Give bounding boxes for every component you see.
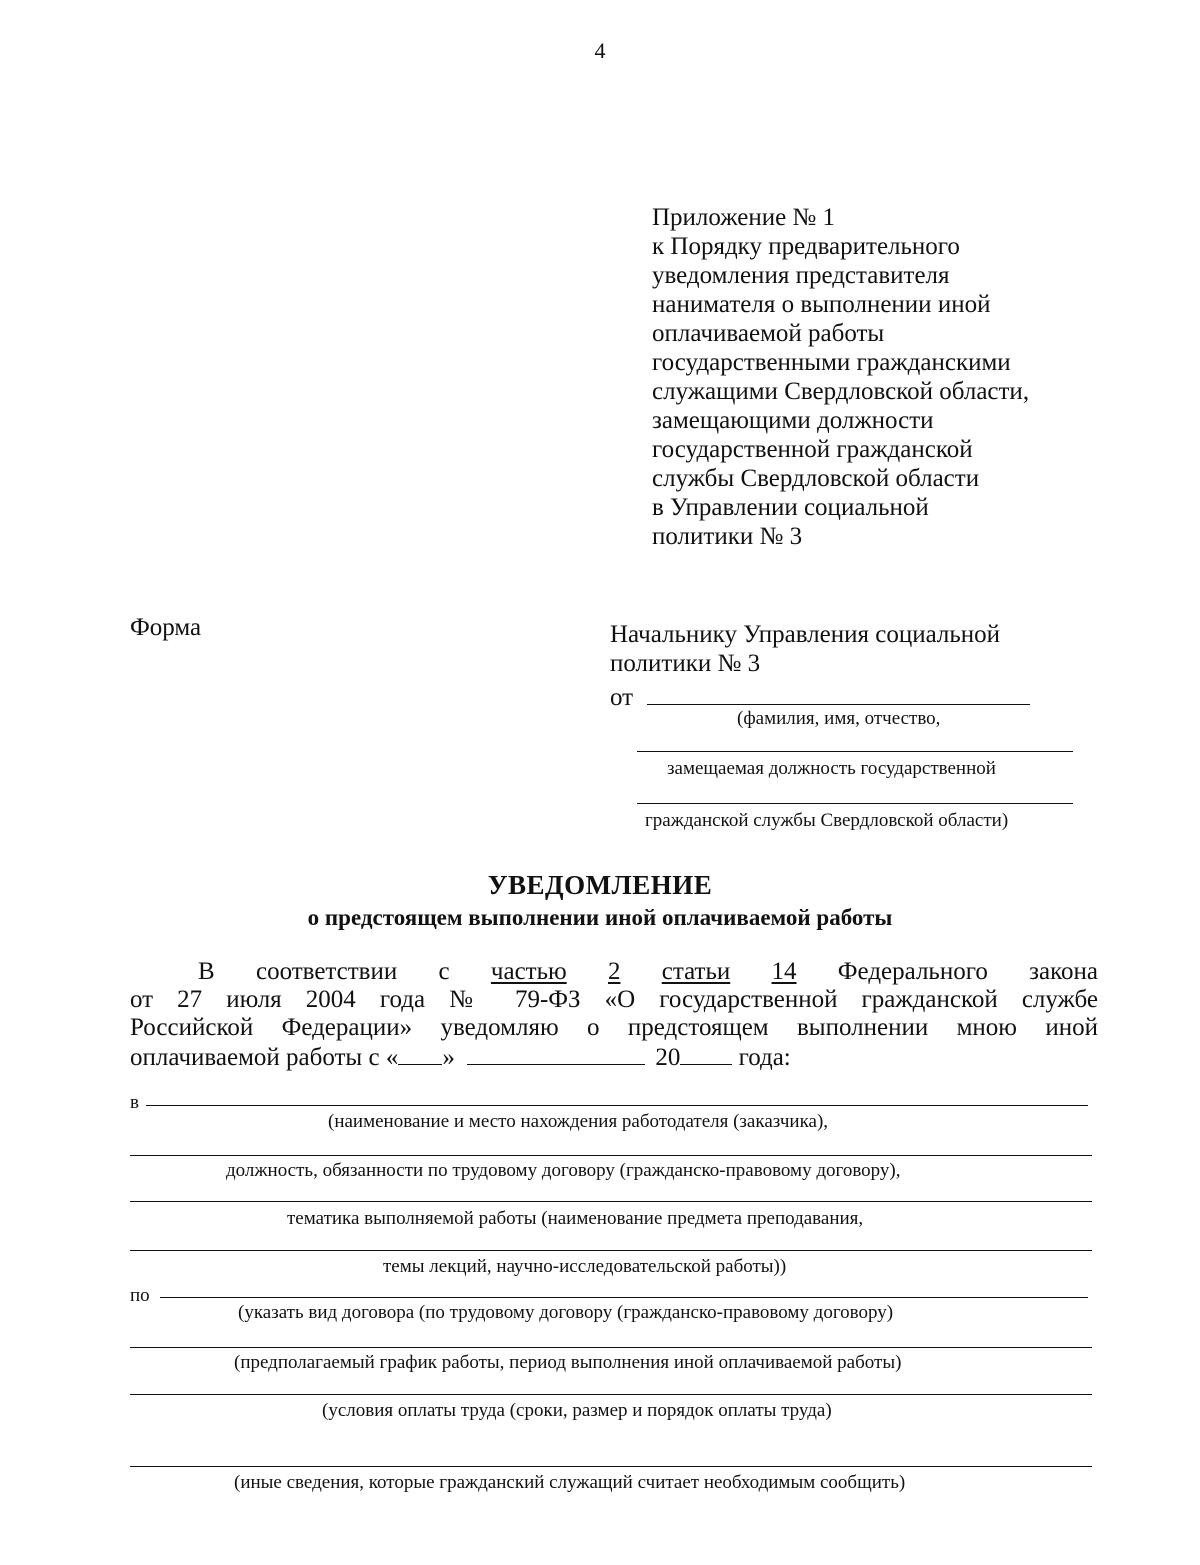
appendix-reference [652,203,1112,551]
body-word: закона [1029,958,1098,985]
appendix-line: Приложение № 1 [652,204,836,231]
body-text: оплачиваемой работы с « [130,1044,399,1071]
field-caption: (условия оплаты труда (сроки, размер и порядок оплаты труда) [322,1400,832,1421]
field-caption: должность, обязанности по трудовому договору (гражданско-правовому договору), [226,1160,901,1181]
contract-type-field[interactable] [160,1297,1088,1298]
appendix-line: государственной гражданской [652,436,973,463]
body-text: года: [738,1044,791,1071]
field-caption: (указать вид договора (по трудовому договору (гражданско-правовому договору) [238,1302,894,1323]
body-word: Федерального [837,958,988,985]
appendix-line: к Порядку предварительного [652,233,960,260]
work-schedule-field[interactable] [130,1347,1092,1348]
law-reference-link[interactable]: статьи [661,958,731,985]
field-caption: (наименование и место нахождения работодателя (заказчика), [328,1111,829,1132]
document-subtitle: о предстоящем выполнении иной оплачиваемой работы [307,905,893,930]
appendix-line: в Управлении социальной [652,494,929,521]
addressee-block [610,620,1080,678]
field-prefix-po: по [130,1285,150,1306]
position-field[interactable] [637,751,1073,752]
other-info-field[interactable] [130,1466,1092,1467]
field-prefix-v: в [130,1092,139,1113]
employer-field[interactable] [146,1105,1088,1106]
appendix-line: уведомления представителя [652,262,950,289]
form-label: Форма [130,614,202,641]
lecture-topics-field[interactable] [130,1250,1092,1251]
law-reference-link[interactable]: 14 [771,958,797,985]
body-word: соответствии [255,958,398,985]
work-topic-field[interactable] [130,1201,1092,1202]
duties-field[interactable] [130,1155,1092,1156]
addressee-line: политики № 3 [610,650,761,677]
field-caption: (фамилия, имя, отчество, [737,708,941,729]
body-line: от 27 июля 2004 года № 79-ФЗ «О государственной гражданской службе [130,986,1098,1013]
appendix-line: служащими Свердловской области, [652,378,1030,405]
body-line: Российской Федерации» уведомляю о предстоящем выполнении мною иной [130,1014,1098,1041]
notification-body [130,958,1098,1072]
start-day-field[interactable] [398,1042,442,1065]
field-caption: (предполагаемый график работы, период выполнения иной оплачиваемой работы) [234,1352,902,1373]
document-title: УВЕДОМЛЕНИЕ [487,870,713,900]
service-field[interactable] [637,803,1073,804]
field-caption: темы лекций, научно-исследовательской работы)) [383,1256,787,1277]
appendix-line: нанимателя о выполнении иной [652,291,991,318]
body-word: В [198,958,215,985]
law-reference-link[interactable]: 2 [607,958,621,985]
field-caption: тематика выполняемой работы (наименование предмета преподавания, [287,1208,864,1229]
field-caption: гражданской службы Свердловской области) [645,810,1009,831]
from-label: от [610,684,634,711]
body-text: » [442,1044,455,1071]
start-month-field[interactable] [467,1042,645,1065]
appendix-line: оплачиваемой работы [652,320,885,347]
appendix-line: службы Свердловской области [652,465,980,492]
start-year-field[interactable] [680,1042,732,1065]
field-caption: замещаемая должность государственной [667,758,996,779]
addressee-line: Начальнику Управления социальной [610,621,1001,648]
body-text: 20 [655,1044,681,1071]
payment-terms-field[interactable] [130,1394,1092,1395]
law-reference-link[interactable]: частью [490,958,567,985]
from-name-field[interactable] [647,682,1030,705]
appendix-line: политики № 3 [652,523,803,550]
body-line [130,1042,1098,1072]
page-number: 4 [594,38,606,63]
field-caption: (иные сведения, которые гражданский служащий считает необходимым сообщить) [234,1472,906,1493]
appendix-line: государственными гражданскими [652,349,1011,376]
appendix-line: замещающими должности [652,407,934,434]
body-line [130,958,1098,986]
body-word: с [438,958,450,985]
